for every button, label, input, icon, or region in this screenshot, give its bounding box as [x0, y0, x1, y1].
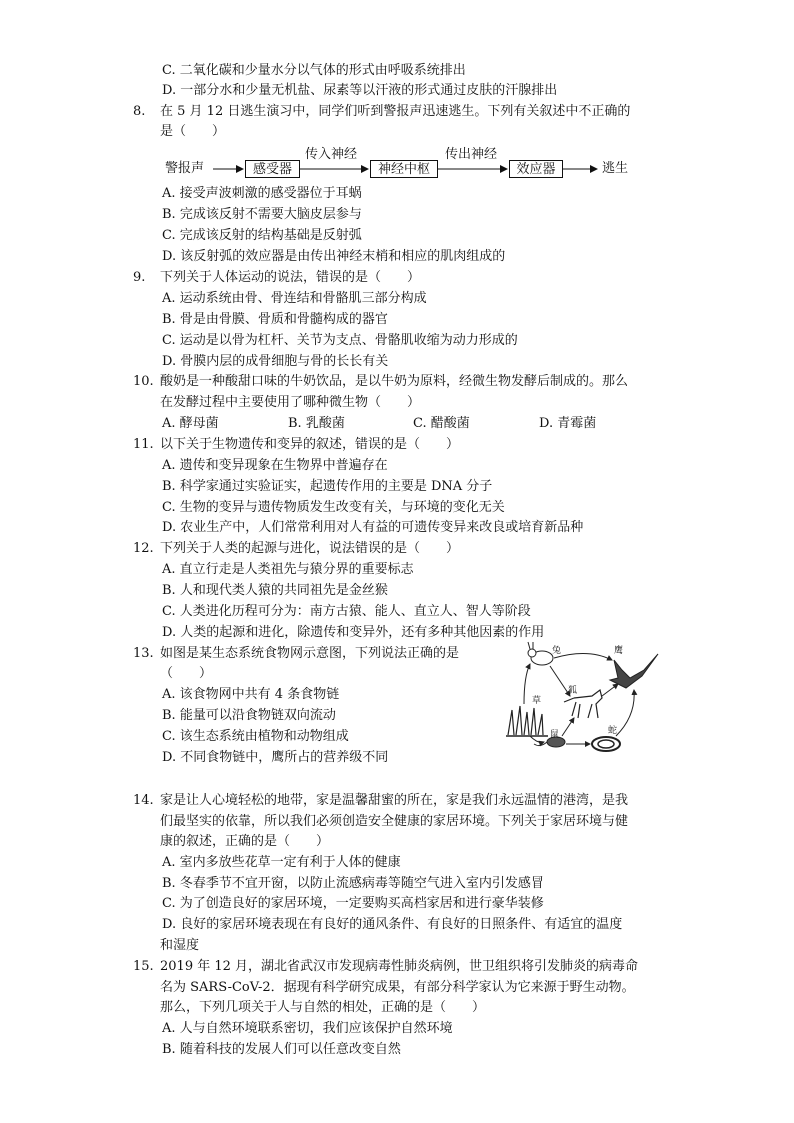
q10-option-a: A. 酵母菌 — [162, 416, 219, 431]
arrow-mouse-fox — [562, 718, 574, 736]
q15-number: 15. — [133, 959, 154, 974]
q15-stem-line3: 那么，下列几项关于人与自然的相处，正确的是（ ） — [160, 1000, 486, 1015]
label-hawk: 鹰 — [614, 646, 624, 656]
q15-stem-line2: 名为 SARS-CoV-2．据现有科学研究成果，有部分科学家认为它来源于野生动物。 — [160, 980, 635, 995]
q14-option-b: B. 冬春季节不宜开窗，以防止流感病毒等随空气进入室内引发感冒 — [162, 876, 544, 891]
q12-option-d: D. 人类的起源和进化，除遗传和变异外，还有多种其他因素的作用 — [162, 625, 545, 640]
q7-option-c: C. 二氧化碳和少量水分以气体的形式由呼吸系统排出 — [162, 63, 466, 78]
rabbit-icon — [528, 642, 553, 665]
q13-stem-line1: 如图是某生态系统食物网示意图，下列说法正确的是 — [160, 646, 460, 661]
q13-number: 13. — [133, 646, 154, 661]
q12-option-a: A. 直立行走是人类祖先与猿分界的重要标志 — [162, 562, 414, 577]
q7-option-d: D. 一部分水和少量无机盐、尿素等以汗液的形式通过皮肤的汗腺排出 — [162, 83, 558, 98]
q10-number: 10. — [133, 374, 154, 389]
q13-option-d: D. 不同食物链中，鹰所占的营养级不同 — [162, 750, 389, 765]
q12-option-c: C. 人类进化历程可分为：南方古猿、能人、直立人、智人等阶段 — [162, 604, 531, 619]
q8-option-b: B. 完成该反射不需要大脑皮层参与 — [162, 207, 362, 222]
q10-option-b: B. 乳酸菌 — [288, 416, 345, 431]
q14-option-a: A. 室内多放些花草一定有利于人体的健康 — [162, 855, 401, 870]
q15-option-a: A. 人与自然环境联系密切，我们应该保护自然环境 — [162, 1021, 453, 1036]
label-rabbit: 兔 — [552, 646, 562, 656]
snake-icon — [592, 737, 620, 751]
q8-option-c: C. 完成该反射的结构基础是反射弧 — [162, 228, 362, 243]
flow-start-label: 警报声 — [165, 161, 205, 176]
q9-stem: 下列关于人体运动的说法，错误的是（ ） — [160, 270, 421, 285]
q8-stem-line2: 是（ ） — [160, 124, 226, 139]
food-web-diagram — [502, 640, 662, 765]
q15-option-b: B. 随着科技的发展人们可以任意改变自然 — [162, 1042, 401, 1057]
hawk-icon — [610, 654, 658, 688]
q8-option-d: D. 该反射弧的效应器是由传出神经末梢和相应的肌肉组成的 — [162, 249, 506, 264]
q10-option-d: D. 青霉菌 — [539, 416, 597, 431]
q12-number: 12. — [133, 541, 154, 556]
q10-option-c: C. 醋酸菌 — [413, 416, 470, 431]
q11-stem: 以下关于生物遗传和变异的叙述，错误的是（ ） — [160, 437, 460, 452]
q13-option-a: A. 该食物网中共有 4 条食物链 — [162, 687, 340, 702]
q12-stem: 下列关于人类的起源与进化，说法错误的是（ ） — [160, 541, 460, 556]
flow-arrow-label-afferent: 传入神经 — [305, 147, 358, 162]
q14-number: 14. — [133, 793, 154, 808]
grass-icon — [506, 706, 548, 736]
q14-option-d-line1: D. 良好的家居环境表现在有良好的通风条件、有良好的日照条件、有适宜的温度 — [162, 917, 623, 932]
q14-stem-line2: 们最坚实的依靠，所以我们必须创造安全健康的家居环境。下列关于家居环境与健 — [160, 814, 629, 829]
q12-option-b: B. 人和现代类人猿的共同祖先是金丝猴 — [162, 583, 388, 598]
q13-option-b: B. 能量可以沿食物链双向流动 — [162, 708, 336, 723]
q8-stem-line1: 在 5 月 12 日逃生演习中，同学们听到警报声迅速逃生。下列有关叙述中不正确的 — [160, 104, 631, 119]
q14-stem-line3: 康的叙述，正确的是（ ） — [160, 834, 330, 849]
arrow-grass-rabbit — [524, 664, 530, 704]
q9-option-b: B. 骨是由骨膜、骨质和骨髓构成的器官 — [162, 312, 388, 327]
q9-option-d: D. 骨膜内层的成骨细胞与骨的长长有关 — [162, 354, 389, 369]
reflex-arc-diagram — [165, 143, 645, 183]
arrow-fox-hawk — [602, 684, 618, 696]
q9-number: 9. — [133, 270, 146, 285]
q14-option-d-line2: 和湿度 — [160, 938, 200, 953]
q13-option-c: C. 该生态系统由植物和动物组成 — [162, 729, 349, 744]
q11-option-b: B. 科学家通过实验证实，起遗传作用的主要是 DNA 分子 — [162, 479, 493, 494]
flow-end-label: 逃生 — [602, 161, 629, 176]
food-web-illustration — [502, 640, 662, 765]
flow-box-center: 神经中枢 — [370, 160, 438, 178]
arrow-snake-hawk — [616, 690, 634, 736]
q8-number: 8. — [133, 104, 146, 119]
arrow-grass-mouse — [530, 736, 544, 742]
q9-option-a: A. 运动系统由骨、骨连结和骨骼肌三部分构成 — [162, 291, 427, 306]
label-grass: 草 — [532, 696, 542, 706]
flow-box-receptor: 感受器 — [245, 160, 300, 178]
label-fox: 狐 — [568, 686, 578, 696]
q13-stem-line2: （ ） — [160, 666, 213, 681]
q14-option-c: C. 为了创造良好的家居环境，一定要购买高档家居和进行豪华装修 — [162, 896, 544, 911]
q9-option-c: C. 运动是以骨为杠杆、关节为支点、骨骼肌收缩为动力形成的 — [162, 333, 518, 348]
q14-stem-line1: 家是让人心境轻松的地带，家是温馨甜蜜的所在，家是我们永远温情的港湾，是我 — [160, 793, 629, 808]
q11-number: 11. — [133, 437, 154, 452]
q8-option-a: A. 接受声波刺激的感受器位于耳蜗 — [162, 186, 362, 201]
arrow-rabbit-hawk — [554, 653, 612, 660]
arrow-rabbit-fox — [550, 666, 570, 696]
label-snake: 蛇 — [608, 726, 618, 736]
q11-option-c: C. 生物的变异与遗传物质发生改变有关，与环境的变化无关 — [162, 500, 505, 515]
q15-stem-line1: 2019 年 12 月，湖北省武汉市发现病毒性肺炎病例，世卫组织将引发肺炎的病毒命 — [160, 959, 639, 974]
q11-option-a: A. 遗传和变异现象在生物界中普遍存在 — [162, 458, 388, 473]
label-mouse: 鼠 — [550, 730, 560, 740]
flow-arrow-label-efferent: 传出神经 — [445, 147, 498, 162]
flow-box-effector: 效应器 — [509, 160, 563, 178]
q11-option-d: D. 农业生产中，人们常常利用对人有益的可遗传变异来改良或培育新品种 — [162, 520, 584, 535]
q10-stem-line1: 酸奶是一种酸甜口味的牛奶饮品，是以牛奶为原料，经微生物发酵后制成的。那么 — [160, 374, 629, 389]
q10-stem-line2: 在发酵过程中主要使用了哪种微生物（ ） — [160, 395, 421, 410]
